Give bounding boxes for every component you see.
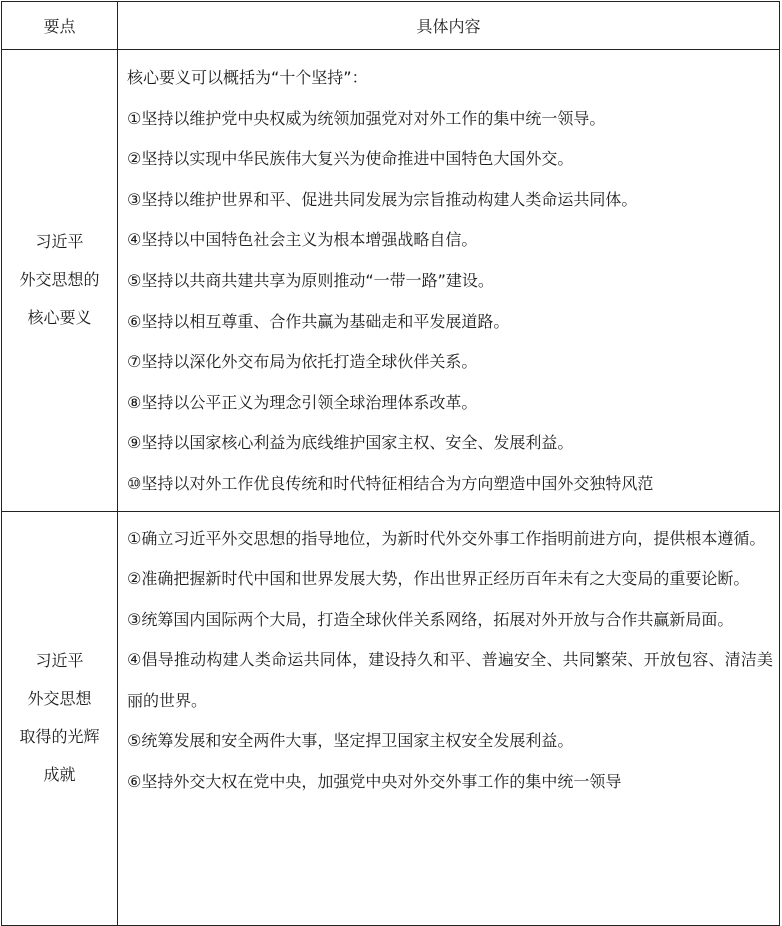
key-line: 核心要义 [27, 308, 92, 328]
content-item: ③统筹国内国际两个大局，打造全球伙伴关系网络，拓展对外开放与合作共赢新局面。 [127, 609, 734, 629]
content-line: ⑨坚持以国家核心利益为底线维护国家主权、安全、发展利益。 [127, 433, 574, 453]
content-item: ④倡导推动构建人类命运共同体，建设持久和平、普遍安全、共同繁荣、开放包容、清洁美丽的世界。 [127, 650, 773, 710]
key-line: 成就 [43, 765, 76, 785]
content-line: ⑤坚持以共商共建共享为原则推动“一带一路”建设。 [127, 270, 494, 290]
content-cell [118, 511, 780, 925]
key-line: 外交思想的 [19, 270, 100, 290]
content-line: ⑦坚持以深化外交布局为依托打造全球伙伴关系。 [127, 352, 478, 372]
content-line: ①坚持以维护党中央权威为统领加强党对对外工作的集中统一领导。 [127, 108, 606, 128]
key-cell [2, 511, 118, 925]
content-line: 核心要义可以概括为“十个坚持”： [127, 68, 368, 87]
content-line: ⑧坚持以公平正义为理念引领全球治理体系改革。 [127, 392, 478, 412]
content-line: ④坚持以中国特色社会主义为根本增强战略自信。 [127, 230, 478, 250]
key-line: 外交思想 [27, 689, 92, 709]
content-item: ②准确把握新时代中国和世界发展大势，作出世界正经历百年未有之大变局的重要论断。 [127, 569, 750, 589]
content-item: ①确立习近平外交思想的指导地位，为新时代外交外事工作指明前进方向，提供根本遵循。 [127, 528, 766, 548]
key-line: 取得的光辉 [19, 727, 100, 747]
header-row [2, 2, 780, 50]
content-table [1, 1, 780, 926]
header-content: 具体内容 [118, 2, 780, 50]
table-row [2, 511, 780, 925]
content-line: ⑩坚持以对外工作优良传统和时代特征相结合为方向塑造中国外交独特风范 [127, 473, 654, 493]
content-line: ②坚持以实现中华民族伟大复兴为使命推进中国特色大国外交。 [127, 149, 574, 169]
content-line: ③坚持以维护世界和平、促进共同发展为宗旨推动构建人类命运共同体。 [127, 189, 638, 209]
content-item: ⑤统筹发展和安全两件大事，坚定捍卫国家主权安全发展利益。 [127, 731, 574, 751]
header-key: 要点 [2, 2, 118, 50]
content-line: ⑥坚持以相互尊重、合作共赢为基础走和平发展道路。 [127, 311, 510, 331]
key-cell [2, 50, 118, 512]
content-item: ⑥坚持外交大权在党中央，加强党中央对外交外事工作的集中统一领导 [127, 771, 622, 791]
content-cell [118, 50, 780, 512]
key-line: 习近平 [35, 232, 84, 252]
table-row [2, 50, 780, 512]
key-line: 习近平 [35, 651, 84, 671]
